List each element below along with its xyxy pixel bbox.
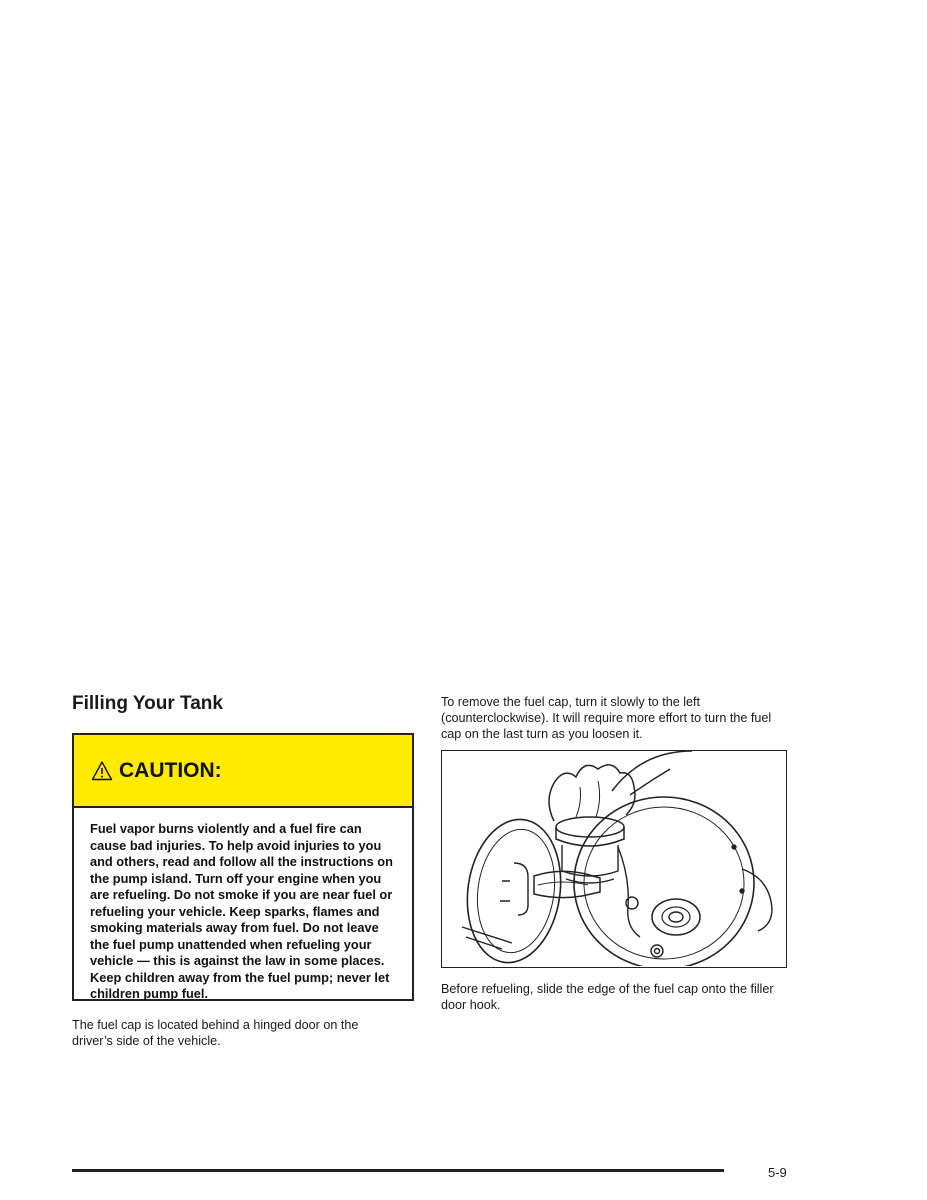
filler-door-hook-paragraph: Before refueling, slide the edge of the fuel cap onto the filler door hook.: [441, 982, 774, 1012]
caution-header: [74, 735, 412, 808]
page-number: 5-9: [768, 1165, 787, 1180]
remove-fuel-cap-paragraph: To remove the fuel cap, turn it slowly to the left (counterclockwise). It will require more effort to turn the fuel cap on the last turn as you loosen it.: [441, 695, 772, 741]
caution-box: [72, 733, 414, 1001]
footer-rule: [72, 1169, 724, 1172]
section-heading: Filling Your Tank: [72, 693, 223, 714]
fuel-cap-location-paragraph: The fuel cap is located behind a hinged door on the driver’s side of the vehicle.: [72, 1018, 359, 1048]
warning-triangle-icon: [91, 760, 113, 782]
caution-text: Fuel vapor burns violently and a fuel fire can cause bad injuries. To help avoid injuries to you and others, read and follow all the instructions on the pump island. Turn off your engine when you are refueling. Do not smoke if you are near fuel or refueling your vehicle. Keep sparks, flames and smoking materials away from fuel. Do not leave the fuel pump unattended when refueling your vehicle — this is against the law in some places. Keep children away from the fuel pump; never let children pump fuel.: [90, 821, 393, 1001]
caution-title: CAUTION:: [119, 758, 222, 782]
fuel-cap-illustration: [441, 750, 787, 968]
